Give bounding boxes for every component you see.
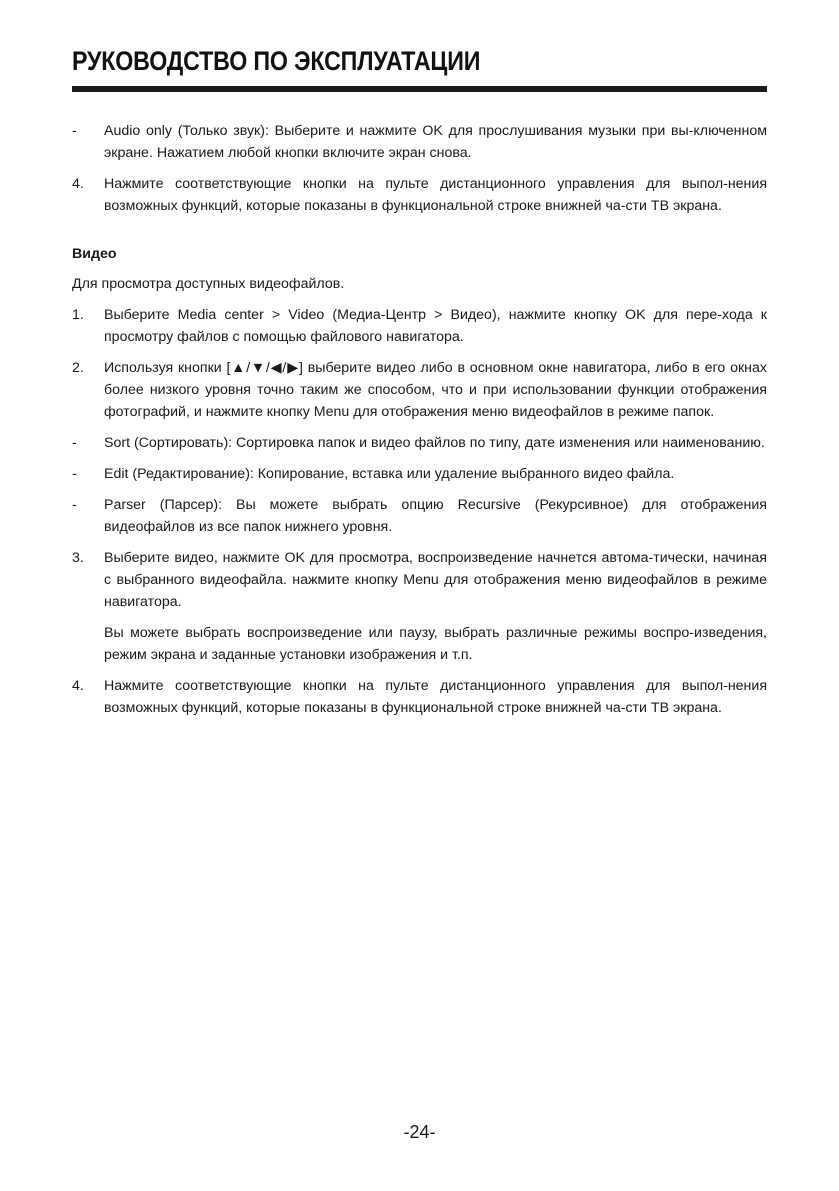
list-marker: 3. bbox=[72, 550, 84, 566]
list-item-text: Sort (Сортировать): Сортировка папок и видео файлов по типу, дате изменения или наименованию. bbox=[104, 435, 765, 451]
list-item-text: Используя кнопки [▲/▼/◀/▶] выберите видео либо в основном окне навигатора, либо в его окнах более низкого уровня точно таким же способом, что и при использовании функции отображения фотографий, и нажмите кнопку Menu для отображения меню видеофайлов в режиме папок. bbox=[104, 360, 767, 420]
list-item-text: Нажмите соответствующие кнопки на пульте дистанционного управления для выпол-нения возможных функций, которые показаны в функциональной строке внижней ча-сти ТВ экрана. bbox=[104, 678, 767, 716]
page-number: -24- bbox=[403, 1122, 436, 1142]
list-marker: - bbox=[72, 466, 77, 482]
list-marker: 4. bbox=[72, 176, 84, 192]
list-item bbox=[72, 463, 767, 485]
list-marker: 4. bbox=[72, 678, 84, 694]
list-marker: - bbox=[72, 123, 77, 139]
list-item bbox=[72, 357, 767, 423]
continuation-paragraph: Вы можете выбрать воспроизведение или паузу, выбрать различные режимы воспро-изведения, режим экрана и заданные установки изображения и т.п. bbox=[104, 625, 767, 663]
section-intro: Для просмотра доступных видеофайлов. bbox=[72, 276, 345, 292]
list-item-text: Audio only (Только звук): Выберите и нажмите OK для прослушивания музыки при вы-ключенном экране. Нажатием любой кнопки включите экран снова. bbox=[104, 123, 767, 161]
list-item-text: Выберите Media center > Video (Медиа-Центр > Видео), нажмите кнопку OK для пере-хода к просмотру файлов с помощью файлового навигатора. bbox=[104, 307, 767, 345]
list-item bbox=[72, 675, 767, 719]
list-item bbox=[72, 547, 767, 613]
list-marker: 1. bbox=[72, 307, 84, 323]
page-title: РУКОВОДСТВО ПО ЭКСПЛУАТАЦИИ bbox=[72, 46, 481, 76]
list-item-text: Parser (Парсер): Вы можете выбрать опцию Recursive (Рекурсивное) для отображения видеофайлов из все папок нижнего уровня. bbox=[104, 497, 767, 535]
title-divider bbox=[72, 86, 767, 92]
list-item bbox=[72, 494, 767, 538]
list-item-text: Edit (Редактирование): Копирование, вставка или удаление выбранного видео файла. bbox=[104, 466, 675, 482]
list-item-text: Выберите видео, нажмите OK для просмотра, воспроизведение начнется автома-тически, начиная с выбранного видеофайла. нажмите кнопку Menu для отображения меню видеофайлов в режиме навигатора. bbox=[104, 550, 767, 610]
list-marker: 2. bbox=[72, 360, 84, 376]
section-heading-video: Видео bbox=[72, 246, 117, 262]
list-marker: - bbox=[72, 497, 77, 513]
list-item bbox=[72, 173, 767, 217]
list-item bbox=[72, 304, 767, 348]
list-item bbox=[72, 432, 767, 454]
page-content bbox=[72, 120, 767, 728]
list-item bbox=[72, 120, 767, 164]
list-marker: - bbox=[72, 435, 77, 451]
list-item-text: Нажмите соответствующие кнопки на пульте дистанционного управления для выпол-нения возможных функций, которые показаны в функциональной строке внижней ча-сти ТВ экрана. bbox=[104, 176, 767, 214]
